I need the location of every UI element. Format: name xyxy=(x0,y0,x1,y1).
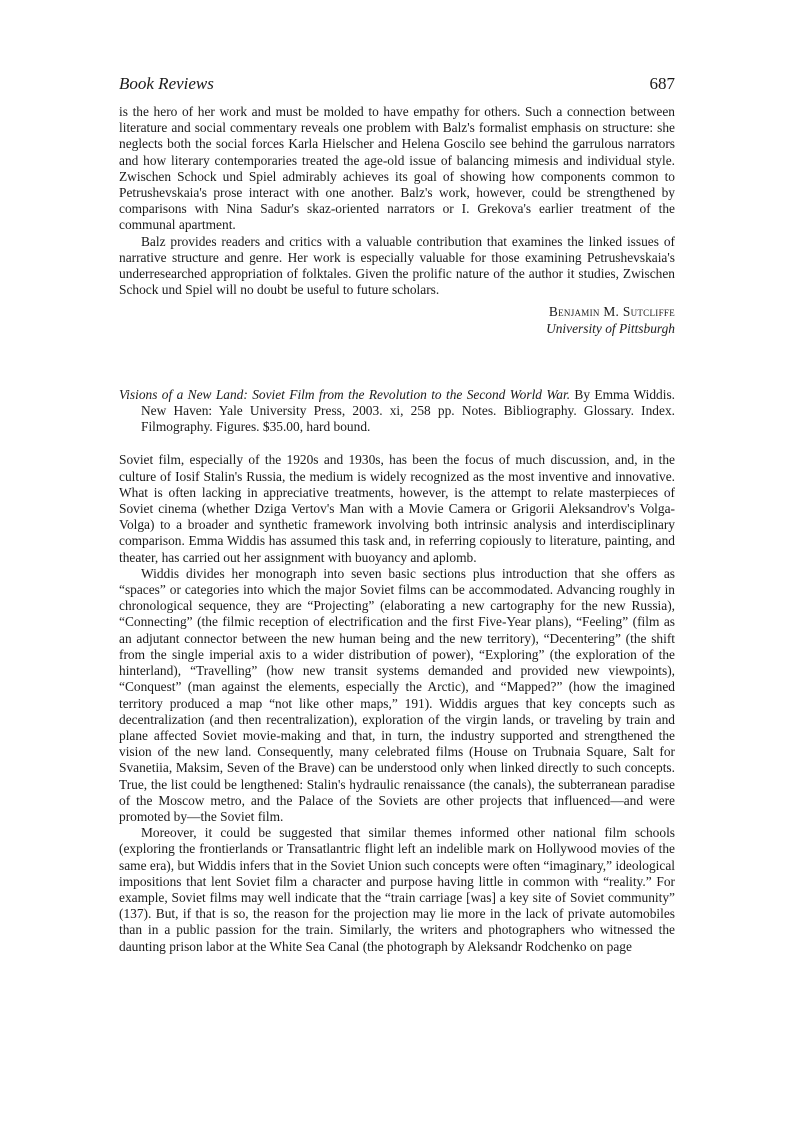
body-paragraph: Moreover, it could be suggested that similar themes informed other national film schools (exploring the frontierlands or Transatlantric flight left an indelible mark on Hollywood movies of the same era), but Widdis infers that in the Soviet Union such concepts were often “imaginary,” ideological impositions that lent Soviet film a character and purpose having little in common with “reality.” For example, Soviet films may well indicate that the “train carriage [was] a key site of Soviet community” (137). But, if that is so, the reason for the projection may lie more in the lack of private automobiles than in a public passion for the train. Similarly, the writers and photographers who witnessed the daunting prison labor at the White Sea Canal (the photograph by Aleksandr Rodchenko on page xyxy=(119,825,675,954)
reviewer-signature xyxy=(119,304,675,336)
body-paragraph: Balz provides readers and critics with a valuable contribution that examines the linked issues of narrative structure and genre. Her work is especially valuable for those examining Petrushevskaia's underresearched appropriation of folktales. Given the prolific nature of the author it studies, Zwischen Schock und Spiel will no doubt be useful to future scholars. xyxy=(119,233,675,298)
book-title: Visions of a New Land: Soviet Film from the Revolution to the Second World War. xyxy=(119,386,571,402)
review-sutcliffe xyxy=(119,104,675,337)
running-head xyxy=(119,74,675,104)
book-details: By Emma Widdis. New Haven: Yale University Press, 2003. xi, 258 pp. Notes. Bibliography. Glossary. Index. Filmography. Figures. $35.00, hard bound. xyxy=(141,386,675,435)
reviewer-name: Benjamin M. Sutcliffe xyxy=(548,304,675,320)
body-paragraph: Widdis divides her monograph into seven basic sections plus introduction that she offers as “spaces” or categories into which the major Soviet films can be accommodated. Advancing roughly in chronological sequence, they are “Projecting” (elaborating a new cartography for the new Russia), “Connecting” (the filmic reception of electrification and the first Five-Year plans), “Feeling” (film as an adjutant connector between the new human being and the new territory), “Decentering” (the shift from the single imperial axis to a wider distribution of power), “Exploring” (the exploration of the hinterland), “Travelling” (how new transit systems demanded and provided new viewpoints), “Conquest” (man against the elements, especially the Arctic), and “Mapped?” (how the imagined territory produced a map “not like other maps,” 191). Widdis argues that key concepts such as decentralization (and then recentralization), exploration of the virgin lands, or traveling by train and plane affected Soviet movie-making and that, in turn, the industry supported and strengthened the vision of the new land. Consequently, many celebrated films (House on Trubnaia Square, Salt for Svanetiia, Maksim, Seven of the Brave) can be understood only when linked directly to such concepts. True, the list could be lengthened: Stalin's hydraulic renaissance (the canals), the subterranean paradise of the Moscow metro, and the Palace of the Soviets are other projects that influenced—and were promoted by—the Soviet film. xyxy=(119,565,675,824)
review-heading xyxy=(119,387,675,436)
running-title: Book Reviews xyxy=(119,74,214,93)
body-paragraph: Soviet film, especially of the 1920s and 1930s, has been the focus of much discussion, and, in the culture of Iosif Stalin's Russia, the medium is widely recognized as the most inventive and innovative. What is often lacking in appreciative treatments, however, is the attempt to relate masterpieces of Soviet cinema (whether Dziga Vertov's Man with a Movie Camera or Grigorii Aleksandrov's Volga-Volga) to a broader and synthetic framework involving both intrinsic analysis and interdisciplinary comparison. Emma Widdis has assumed this task and, in referring copiously to literature, painting, and theater, has carried out her assignment with buoyancy and aplomb. xyxy=(119,452,675,565)
journal-page xyxy=(119,74,675,955)
page-number: 687 xyxy=(649,74,675,93)
reviewer-affiliation: University of Pittsburgh xyxy=(546,320,675,336)
review-widdis xyxy=(119,387,675,955)
body-paragraph: is the hero of her work and must be molded to have empathy for others. Such a connection between literature and social commentary reveals one problem with Balz's formalist emphasis on structure: she neglects both the social forces Karla Hielscher and Helena Goscilo see behind the garrulous narrators and how literary contemporaries treated the age-old issue of balancing mimesis and individual style. Zwischen Schock und Spiel admirably achieves its goal of showing how components common to Petrushevskaia's prose interact with one another. Balz's work, however, could be strengthened by comparisons with Nina Sadur's skaz-oriented narrators or I. Grekova's earlier treatment of the communal apartment. xyxy=(119,104,675,233)
